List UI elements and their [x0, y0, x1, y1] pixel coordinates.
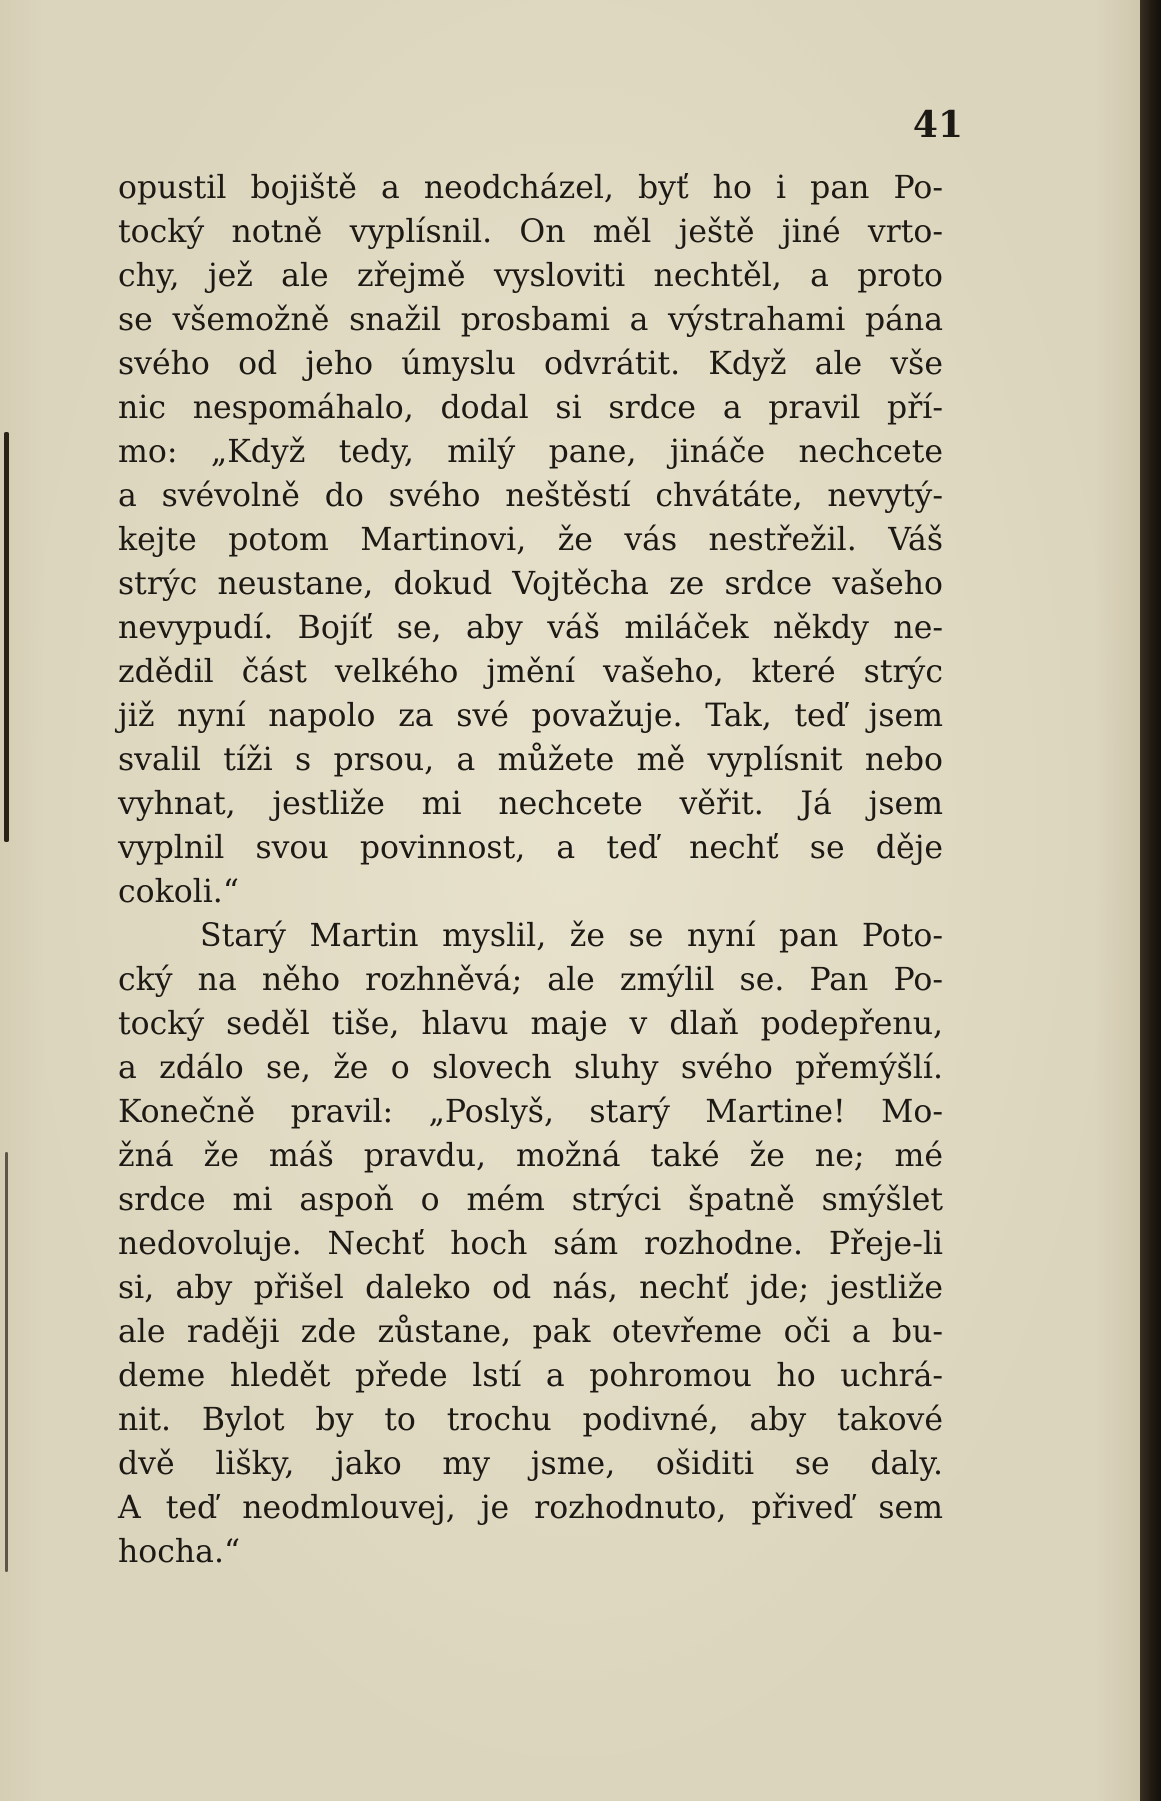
- text-line: ale raději zde zůstane, pak otevřeme oči a bu-: [118, 1314, 943, 1350]
- text-line: vyplnil svou povinnost, a teď nechť se děje: [118, 830, 943, 866]
- paragraph-2: [118, 914, 943, 1574]
- text-line: zdědil část velkého jmění vašeho, které strýc: [118, 654, 943, 690]
- text-line: opustil bojiště a neodcházel, byť ho i pan Po-: [118, 170, 943, 206]
- text-line: nedovoluje. Nechť hoch sám rozhodne. Přeje-li: [118, 1226, 943, 1262]
- text-line: již nyní napolo za své považuje. Tak, teď jsem: [118, 698, 943, 734]
- text-line: cký na něho rozhněvá; ale zmýlil se. Pan Po-: [118, 962, 943, 998]
- text-line: vyhnat, jestliže mi nechcete věřit. Já jsem: [118, 786, 943, 822]
- text-line: nevypudí. Bojíť se, aby váš miláček někdy ne-: [118, 610, 943, 646]
- text-line: srdce mi aspoň o mém strýci špatně smýšlet: [118, 1182, 943, 1218]
- paragraph-1: [118, 166, 943, 914]
- text-line: mo: „Když tedy, milý pane, jináče nechcete: [118, 434, 943, 470]
- text-line: svalil tíži s prsou, a můžete mě vyplísnit nebo: [118, 742, 943, 778]
- text-line: nic nespomáhalo, dodal si srdce a pravil pří-: [118, 390, 943, 426]
- text-line: si, aby přišel daleko od nás, nechť jde; jestliže: [118, 1270, 943, 1306]
- text-line: svého od jeho úmyslu odvrátit. Když ale vše: [118, 346, 943, 382]
- text-line: nit. Bylot by to trochu podivné, aby takové: [118, 1402, 943, 1438]
- text-line: strýc neustane, dokud Vojtěcha ze srdce vašeho: [118, 566, 943, 602]
- text-line: a svévolně do svého neštěstí chvátáte, nevytý-: [118, 478, 943, 514]
- text-line: chy, jež ale zřejmě vysloviti nechtěl, a proto: [118, 258, 943, 294]
- body-text: [118, 166, 943, 1574]
- gutter-mark: [5, 1152, 8, 1572]
- text-line: hocha.“: [118, 1534, 241, 1570]
- text-line: a zdálo se, že o slovech sluhy svého přemýšlí.: [118, 1050, 943, 1086]
- text-line: kejte potom Martinovi, že vás nestřežil. Váš: [118, 522, 943, 558]
- text-line: Konečně pravil: „Poslyš, starý Martine! Mo-: [118, 1094, 943, 1130]
- text-line: tocký seděl tiše, hlavu maje v dlaň podepřenu,: [118, 1006, 943, 1042]
- page-number: 41: [912, 104, 963, 146]
- text-line: deme hledět přede lstí a pohromou ho uchrá-: [118, 1358, 943, 1394]
- text-line: cokoli.“: [118, 874, 239, 910]
- text-line: dvě lišky, jako my jsme, ošiditi se daly.: [118, 1446, 943, 1482]
- text-line: A teď neodmlouvej, je rozhodnuto, přiveď sem: [118, 1490, 943, 1526]
- text-line: tocký notně vyplísnil. On měl ještě jiné vrto-: [118, 214, 943, 250]
- gutter-mark: [4, 432, 9, 842]
- text-line: se všemožně snažil prosbami a výstrahami pána: [118, 302, 943, 338]
- page-edge-shadow: [1140, 0, 1161, 1801]
- text-line: žná že máš pravdu, možná také že ne; mé: [118, 1138, 943, 1174]
- text-line: Starý Martin myslil, že se nyní pan Poto-: [200, 918, 943, 954]
